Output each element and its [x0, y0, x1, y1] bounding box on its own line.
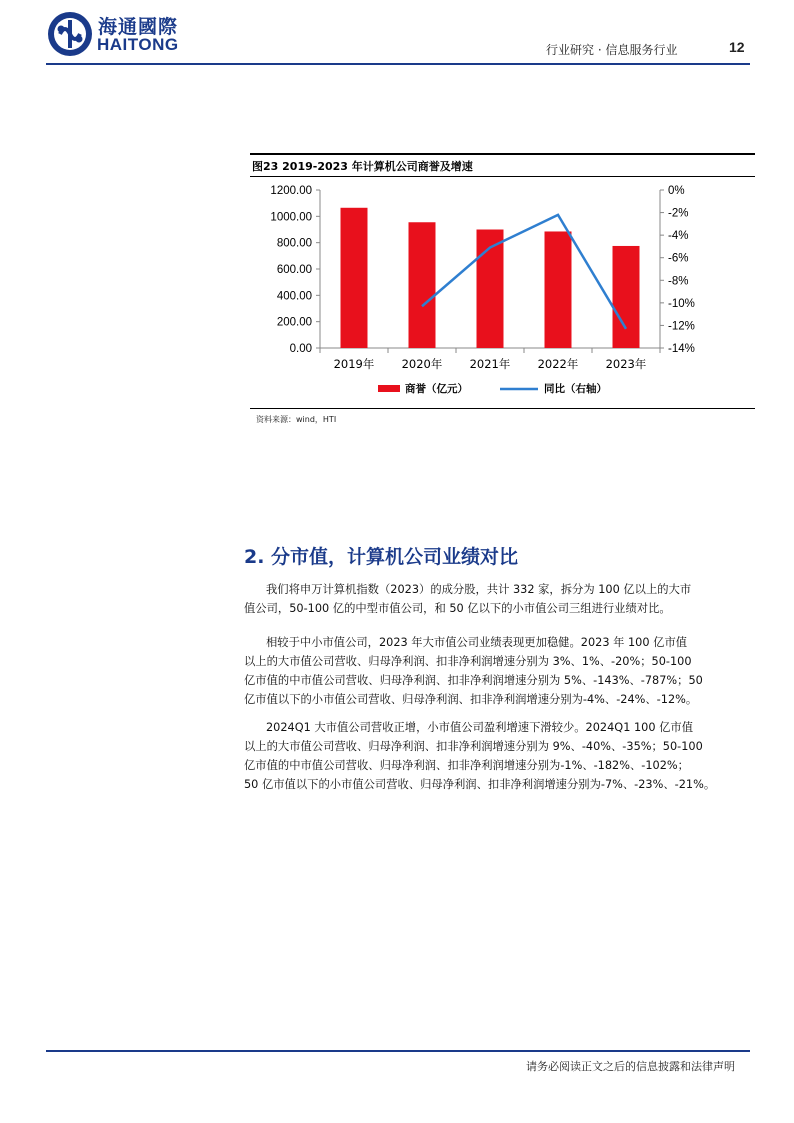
- left-tick-label: 1000.00: [270, 211, 312, 224]
- right-tick-label: -8%: [668, 275, 689, 288]
- paragraph-1: [244, 580, 754, 618]
- right-tick-label: 0%: [668, 185, 685, 197]
- legend-bar-label: 商誉（亿元）: [405, 383, 468, 395]
- paragraph-line: 值公司，50-100 亿的中型市值公司，和 50 亿以下的小市值公司三组进行业绩对比。: [244, 602, 671, 615]
- x-tick-label: 2020年: [401, 357, 443, 371]
- paragraph-line: 亿市值以下的小市值公司营收、归母净利润、扣非净利润增速分别为-4%、-24%、-12%。: [244, 693, 698, 706]
- paragraph-3: [244, 718, 754, 794]
- report-category: 行业研究 · 信息服务行业: [546, 43, 678, 57]
- paragraph-line: 相较于中小市值公司，2023 年大市值公司业绩表现更加稳健。2023 年 100 亿市值: [266, 636, 688, 649]
- logo-text-en: HAITONG: [97, 35, 179, 54]
- x-tick-label: 2023年: [605, 357, 647, 371]
- bar: [409, 222, 436, 348]
- figure-bottom-rule: [250, 408, 755, 409]
- paragraph-line: 我们将申万计算机指数（2023）的成分股，共计 332 家，拆分为 100 亿以上的大市: [266, 583, 692, 596]
- right-tick-label: -4%: [668, 230, 689, 243]
- right-tick-label: -10%: [668, 297, 695, 310]
- bar: [341, 208, 368, 348]
- x-tick-label: 2019年: [333, 357, 375, 371]
- section-title: 2. 分市值，计算机公司业绩对比: [244, 546, 519, 568]
- left-tick-label: 600.00: [276, 264, 312, 276]
- page-number: 12: [729, 39, 745, 55]
- left-tick-label: 400.00: [276, 290, 312, 303]
- bar: [545, 231, 572, 348]
- figure-top-rule: [250, 153, 755, 155]
- paragraph-line: 以上的大市值公司营收、归母净利润、扣非净利润增速分别为 3%、1%、-20%；50-100: [244, 655, 692, 668]
- paragraph-line: 亿市值的中市值公司营收、归母净利润、扣非净利润增速分别为 5%、-143%、-787%；50: [244, 674, 703, 687]
- footer-disclaimer: 请务必阅读正文之后的信息披露和法律声明: [526, 1060, 735, 1073]
- left-tick-label: 800.00: [276, 237, 312, 250]
- right-tick-label: -6%: [668, 252, 689, 265]
- header-divider: [46, 63, 750, 65]
- x-tick-label: 2022年: [537, 357, 579, 371]
- footer-divider: [46, 1050, 750, 1052]
- x-tick-label: 2021年: [469, 357, 511, 371]
- legend-line-label: 同比（右轴）: [544, 383, 607, 395]
- paragraph-line: 以上的大市值公司营收、归母净利润、扣非净利润增速分别为 9%、-40%、-35%；50-100: [244, 740, 703, 753]
- figure-title: 图23 2019-2023 年计算机公司商誉及增速: [252, 160, 473, 173]
- left-tick-label: 1200.00: [270, 185, 312, 197]
- yoy-line: [422, 215, 626, 329]
- page-header: [0, 0, 794, 70]
- right-tick-label: -14%: [668, 343, 695, 355]
- paragraph-line: 亿市值的中市值公司营收、归母净利润、扣非净利润增速分别为-1%、-182%、-102%；: [244, 759, 689, 772]
- paragraph-line: 2024Q1 大市值公司营收正增，小市值公司盈利增速下滑较少。2024Q1 100 亿市值: [266, 721, 694, 734]
- left-tick-label: 0.00: [289, 343, 312, 355]
- haitong-logo-icon: [46, 10, 94, 58]
- right-tick-label: -12%: [668, 320, 695, 333]
- logo-text-cn: 海通國際: [98, 16, 179, 38]
- legend-bar-swatch: [378, 385, 400, 392]
- goodwill-chart: [250, 177, 755, 407]
- figure-source: 资料来源：wind，HTI: [256, 415, 337, 424]
- paragraph-2: [244, 633, 754, 709]
- left-tick-label: 200.00: [276, 316, 312, 329]
- right-tick-label: -2%: [668, 207, 689, 220]
- paragraph-line: 50 亿市值以下的小市值公司营收、归母净利润、扣非净利润增速分别为-7%、-23%、-21%。: [244, 778, 716, 791]
- bar: [613, 246, 640, 348]
